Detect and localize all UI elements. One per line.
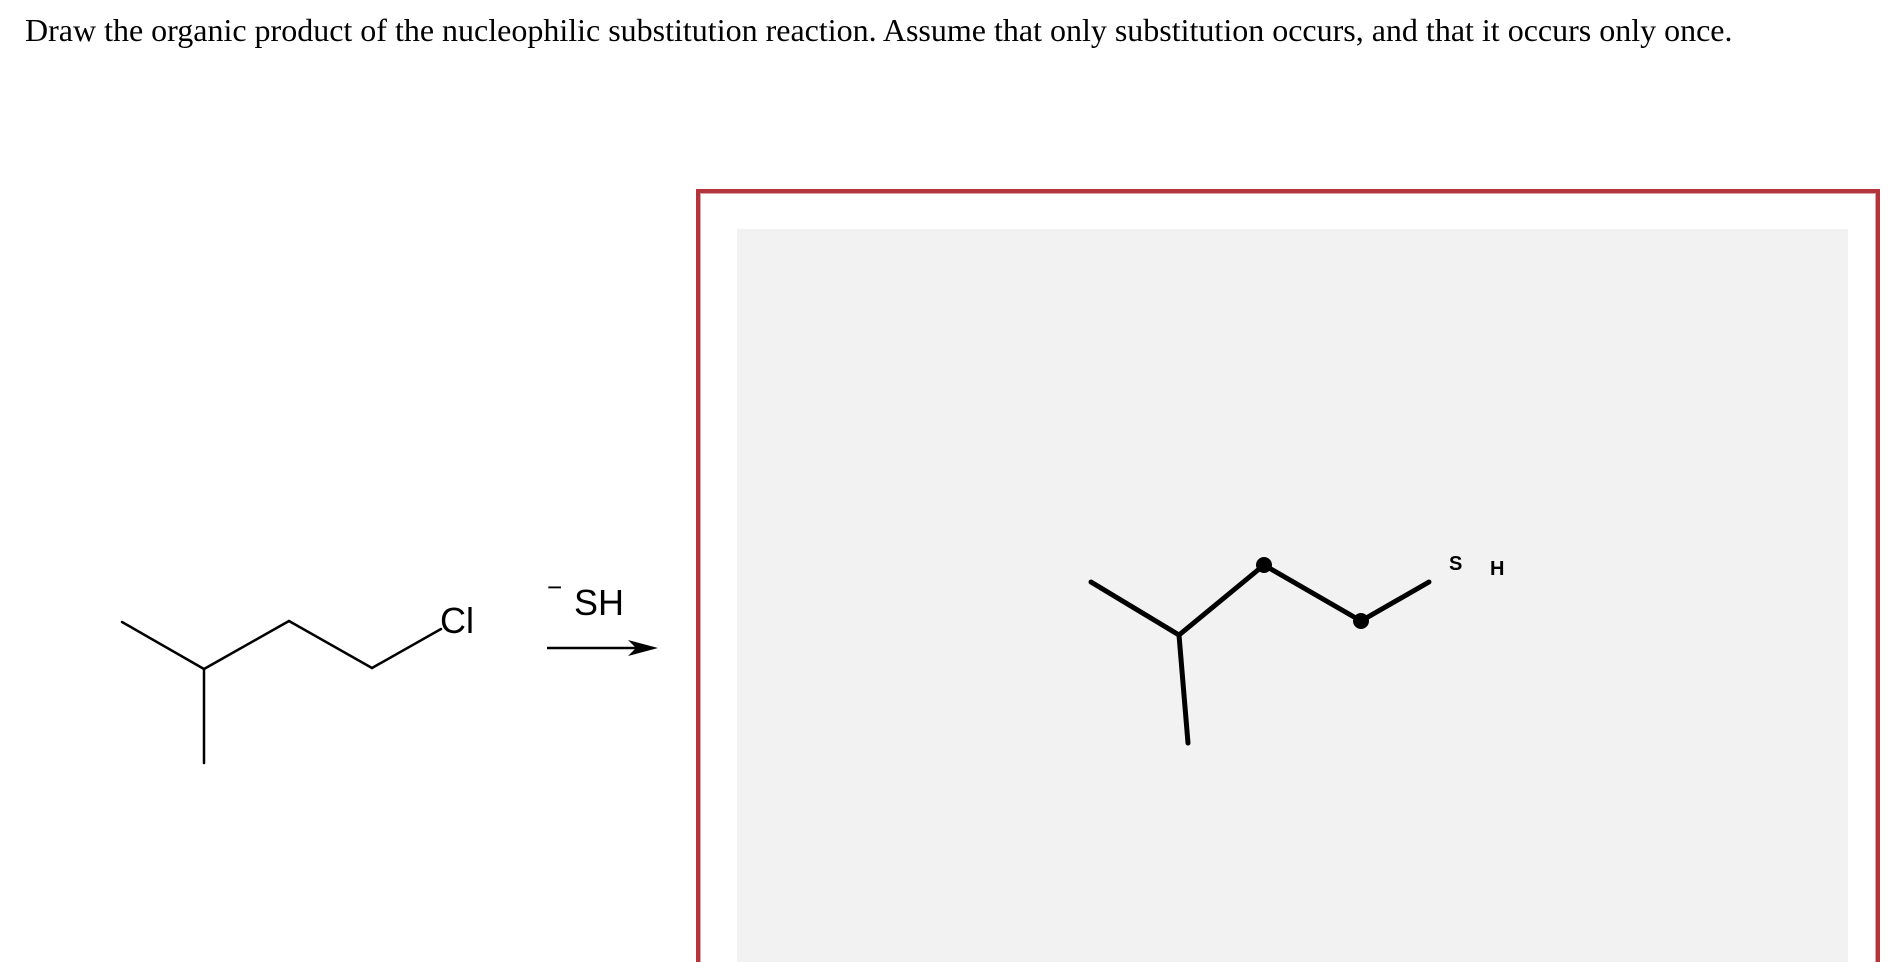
reaction-scheme — [0, 560, 700, 800]
product-bond[interactable] — [1179, 635, 1188, 743]
question-text: Draw the organic product of the nucleophilic substitution reaction. Assume that only substitution occurs, and that it occurs only once. — [25, 12, 1733, 48]
product-bond[interactable] — [1264, 565, 1361, 621]
product-atom-node[interactable] — [1353, 613, 1369, 629]
product-atom-node[interactable] — [1256, 557, 1272, 573]
structure-drawing-canvas[interactable] — [737, 229, 1848, 962]
drawn-product-structure — [737, 229, 1848, 962]
reactant-bond — [122, 622, 204, 669]
reagent-label: SH — [574, 582, 625, 623]
reagent-charge: − — [547, 572, 563, 602]
sulfur-label[interactable]: S — [1449, 553, 1463, 575]
reactant-bond — [289, 621, 372, 668]
hydrogen-label[interactable]: H — [1490, 558, 1505, 580]
product-bond[interactable] — [1179, 565, 1264, 635]
reactant-bond — [372, 629, 441, 668]
answer-drawing-frame — [696, 189, 1880, 962]
product-bond[interactable] — [1361, 582, 1429, 621]
product-bond[interactable] — [1091, 582, 1179, 635]
reactant-bond — [204, 621, 289, 669]
chlorine-label: Cl — [440, 600, 474, 641]
reactant-structure — [122, 621, 441, 763]
